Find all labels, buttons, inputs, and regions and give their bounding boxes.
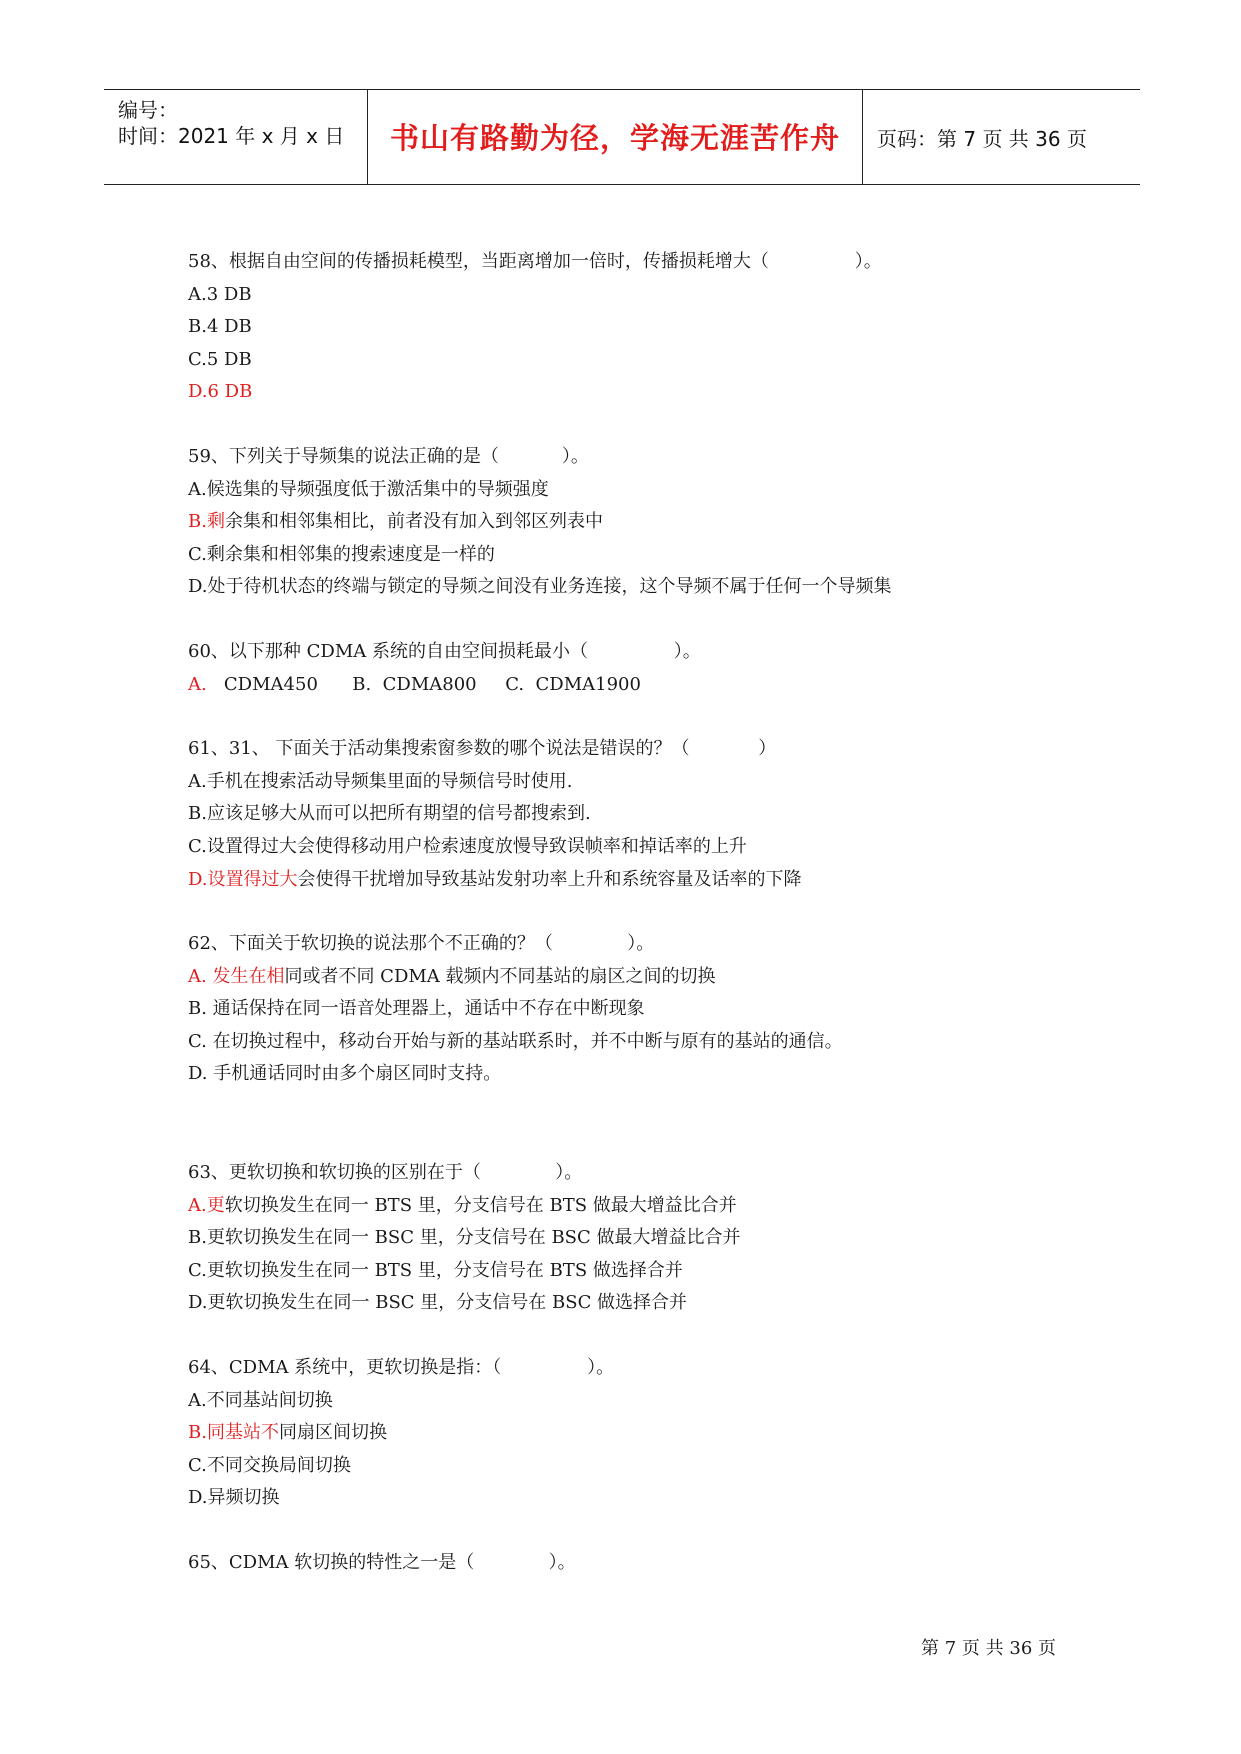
option-answer: B.同基站不同扇区间切换 bbox=[188, 1422, 387, 1444]
question-58 bbox=[188, 246, 1088, 409]
option: C.剩余集和相邻集的搜索速度是一样的 bbox=[188, 543, 495, 565]
motto: 书山有路勤为径，学海无涯苦作舟 bbox=[389, 121, 840, 155]
option-answer: A. CDMA450 B. CDMA800 C. CDMA1900 bbox=[188, 673, 641, 695]
option: A.手机在搜索活动导频集里面的导频信号时使用. bbox=[188, 770, 573, 792]
date-label: 时间：2021 年 x 月 x 日 bbox=[118, 124, 345, 148]
spacer bbox=[188, 604, 1088, 636]
header-page-cell bbox=[863, 90, 1140, 184]
option: D.更软切换发生在同一 BSC 里，分支信号在 BSC 做选择合并 bbox=[188, 1292, 688, 1314]
option: C.不同交换局间切换 bbox=[188, 1454, 351, 1476]
question-61 bbox=[188, 733, 1088, 896]
question-stem: 61、31、 下面关于活动集搜索窗参数的哪个说法是错误的？（ ） bbox=[188, 738, 777, 760]
option: D.异频切换 bbox=[188, 1487, 280, 1509]
question-60 bbox=[188, 636, 1088, 701]
spacer bbox=[188, 1320, 1088, 1352]
question-stem: 65、CDMA 软切换的特性之一是（ ）。 bbox=[188, 1552, 576, 1573]
option: B.更软切换发生在同一 BSC 里，分支信号在 BSC 做最大增益比合并 bbox=[188, 1227, 741, 1249]
option: B.4 DB bbox=[188, 316, 252, 338]
number-label: 编号： bbox=[118, 98, 178, 122]
option: C. 在切换过程中，移动台开始与新的基站联系时，并不中断与原有的基站的通信。 bbox=[188, 1030, 843, 1052]
question-62 bbox=[188, 928, 1088, 1091]
question-stem: 63、更软切换和软切换的区别在于（ ）。 bbox=[188, 1162, 583, 1184]
question-64 bbox=[188, 1352, 1088, 1515]
option: C.更软切换发生在同一 BTS 里，分支信号在 BTS 做选择合并 bbox=[188, 1259, 683, 1281]
question-stem: 58、根据自由空间的传播损耗模型，当距离增加一倍时，传播损耗增大（ ）。 bbox=[188, 251, 882, 272]
option: D.处于待机状态的终端与锁定的导频之间没有业务连接，这个导频不属于任何一个导频集 bbox=[188, 576, 892, 598]
spacer bbox=[188, 1091, 1088, 1157]
question-stem: 64、CDMA 系统中，更软切换是指：（ ）。 bbox=[188, 1357, 615, 1379]
question-65 bbox=[188, 1547, 1088, 1580]
option: B.应该足够大从而可以把所有期望的信号都搜索到. bbox=[188, 803, 591, 825]
spacer bbox=[188, 701, 1088, 733]
question-63 bbox=[188, 1157, 1088, 1320]
option: B. 通话保持在同一语音处理器上，通话中不存在中断现象 bbox=[188, 998, 645, 1020]
page-header bbox=[104, 89, 1140, 185]
option: A.候选集的导频强度低于激活集中的导频强度 bbox=[188, 478, 549, 500]
option: A.不同基站间切换 bbox=[188, 1389, 333, 1411]
option: C.5 DB bbox=[188, 348, 252, 370]
question-stem: 62、下面关于软切换的说法那个不正确的？（ ）。 bbox=[188, 933, 655, 955]
spacer bbox=[188, 1515, 1088, 1547]
spacer bbox=[188, 896, 1088, 928]
question-list bbox=[188, 246, 1088, 1580]
option: D. 手机通话同时由多个扇区同时支持。 bbox=[188, 1063, 502, 1085]
page-code: 页码：第 7 页 共 36 页 bbox=[877, 127, 1087, 151]
option: A.3 DB bbox=[188, 283, 252, 305]
question-59 bbox=[188, 441, 1088, 604]
option-answer: B.剩余集和相邻集相比，前者没有加入到邻区列表中 bbox=[188, 511, 603, 533]
option-answer: A.更软切换发生在同一 BTS 里，分支信号在 BTS 做最大增益比合并 bbox=[188, 1194, 737, 1216]
question-stem: 59、下列关于导频集的说法正确的是（ ）。 bbox=[188, 445, 589, 467]
option-answer: A. 发生在相同或者不同 CDMA 载频内不同基站的扇区之间的切换 bbox=[188, 965, 716, 987]
spacer bbox=[188, 409, 1088, 441]
option: C.设置得过大会使得移动用户检索速度放慢导致误帧率和掉话率的上升 bbox=[188, 835, 747, 857]
header-motto-cell bbox=[368, 90, 863, 184]
header-info-cell bbox=[104, 90, 368, 184]
question-stem: 60、以下那种 CDMA 系统的自由空间损耗最小（ ）。 bbox=[188, 640, 701, 662]
option-answer: D.6 DB bbox=[188, 381, 253, 403]
option-answer: D.设置得过大会使得干扰增加导致基站发射功率上升和系统容量及话率的下降 bbox=[188, 868, 802, 890]
page-footer: 第 7 页 共 36 页 bbox=[921, 1638, 1056, 1659]
